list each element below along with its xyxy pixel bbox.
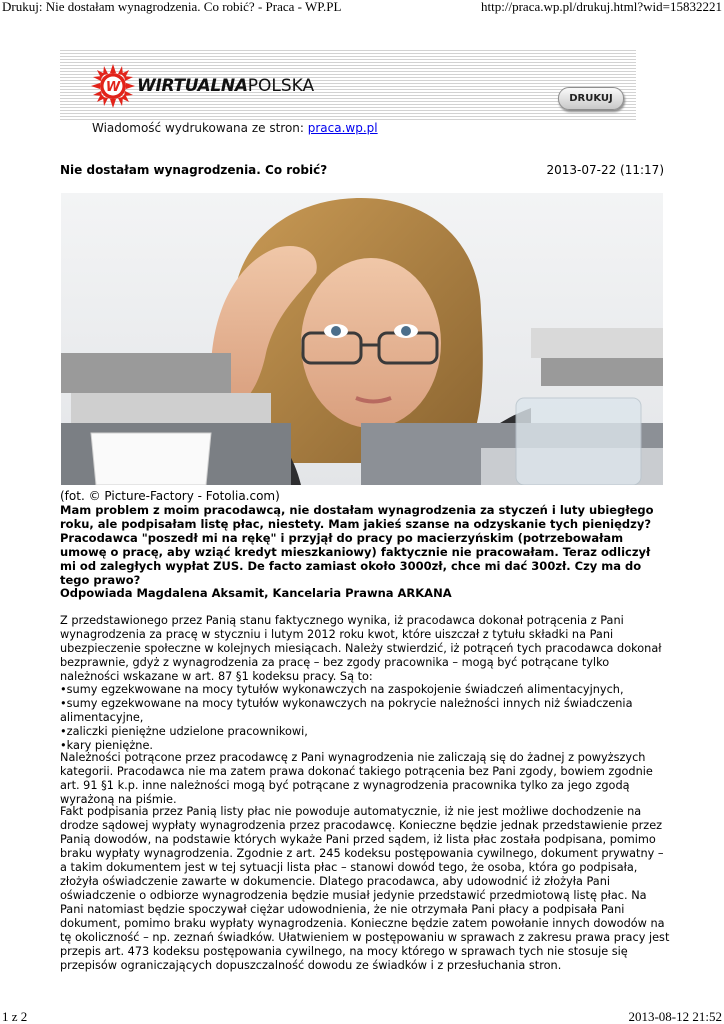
print-footer-datetime: 2013-08-12 21:52 <box>628 1009 722 1024</box>
list-item: • sumy egzekwowane na mocy tytułów wykonawczych na zaspokojenie świadczeń alimentacyjnych, <box>60 683 672 697</box>
print-button[interactable]: DRUKUJ <box>558 87 624 110</box>
wp-logo <box>91 64 314 108</box>
article-bullet-list <box>60 683 672 753</box>
answer-author: Odpowiada Magdalena Aksamit, Kancelaria Prawna ARKANA <box>60 586 452 600</box>
print-header-title: Drukuj: Nie dostałam wynagrodzenia. Co robić? - Praca - WP.PL <box>2 0 342 14</box>
list-item: • zaliczki pieniężne udzielone pracownikowi, <box>60 725 672 739</box>
article-paragraph-2: Należności potrącone przez pracodawcę z Pani wynagrodzenia nie zaliczają się do żadnej z powyższych kategorii. Pracodawca nie ma zatem prawa dokonać takiego potrącenia bez Pani zgody, bowiem zgodnie art. 91 §1 k.p. inne należności mogą być potrącane z wynagrodzenia pracownika tylko za jego zgodą wyrażoną na piśmie. <box>60 751 653 806</box>
photo-caption: (fot. © Picture-Factory - Fotolia.com) <box>60 489 280 503</box>
printed-from-label: Wiadomość wydrukowana ze stron: <box>92 121 308 135</box>
article-title: Nie dostałam wynagrodzenia. Co robić? <box>60 163 328 177</box>
list-item: • sumy egzekwowane na mocy tytułów wykonawczych na pokrycie należności innych niż świadczenia alimentacyjne, <box>60 697 672 725</box>
print-header-url: http://praca.wp.pl/drukuj.html?wid=15832221 <box>481 0 722 14</box>
article-paragraph-1: Z przedstawionego przez Panią stanu faktycznego wynika, iż pracodawca dokonał potrącenia z Pani wynagrodzenia za pracę w styczniu i lutym 2012 roku kwot, które uiszczał z tytułu składki na Pani ubezpieczenie społeczne w kolejnych miesiącach. Należy stwierdzić, iż potrąceń tych pracodawca dokonał bezprawnie, gdyż z wynagrodzenia za pracę – bez zgody pracownika – mogą być potrącane tylko należności wskazane w art. 87 §1 kodeksu pracy. Są to: <box>60 614 662 683</box>
article-lead: Mam problem z moim pracodawcą, nie dostałam wynagrodzenia za styczeń i luty ubiegłego roku, ale podpisałam listę płac, niestety. Mam jakieś szanse na odzyskanie tych pieniędzy? Pracodawca "poszedł mi na rękę" i przyjął do pracy po macierzyńskim (potrzebowałam umowę o pracę, aby wziąć kredyt mieszkaniowy) faktycznie nie pracowałam. Teraz odliczył mi od zaległych wypłat ZUS. De facto zamiast około 3000zł, chce mi dać 300zł. Czy ma do tego prawo? <box>60 503 654 587</box>
article-photo-illustration <box>61 193 663 485</box>
wp-logo-text: WIRTUALNAPOLSKA <box>137 76 315 96</box>
article-date: 2013-07-22 (11:17) <box>546 163 664 177</box>
article-photo <box>61 193 663 485</box>
list-item: • kary pieniężne. <box>60 739 672 753</box>
source-link[interactable]: praca.wp.pl <box>307 121 378 135</box>
wp-sun-logo-icon <box>91 64 135 108</box>
article-paragraph-3: Fakt podpisania przez Panią listy płac nie powoduje automatycznie, iż nie jest możliwe dochodzenie na drodze sądowej wypłaty wynagrodzenia przez pracodawcę. Konieczne będzie jednak przedstawienie przez Panią dowodów, na podstawie których wykaże Pani przed sądem, iż lista płac została podpisana, pomimo braku wypłaty wynagrodzenia. Zgodnie z art. 245 kodeksu postępowania cywilnego, dokument prywatny – a takim dokumentem jest w tej sytuacji lista płac – stanowi dowód tego, że osoba, która go podpisała, złożyła oświadczenie zawarte w dokumencie. Dlatego pracodawca, aby udowodnić iż złożyła Pani oświadczenie o odbiorze wynagrodzenia będzie musiał jedynie przedstawić przedmiotową listę płac. Na Pani natomiast będzie spoczywał ciężar udowodnienia, że nie otrzymała Pani płacy a podpisała Pani dokument, pomimo braku wypłaty wynagrodzenia. Konieczne będzie zatem powołanie innych dowodów na tę okoliczność – np. zeznań świadków. Ułatwieniem w postępowaniu w sprawach z zakresu prawa pracy jest przepis art. 473 kodeksu postępowania cywilnego, na mocy którego w sprawach tych nie stosuje się przepisów ograniczających dopuszczalność dowodu ze świadków i z przesłuchania stron. <box>60 805 670 972</box>
svg-text:W: W <box>105 80 121 95</box>
print-footer-page: 1 z 2 <box>2 1009 28 1024</box>
printed-from-line <box>92 121 378 135</box>
